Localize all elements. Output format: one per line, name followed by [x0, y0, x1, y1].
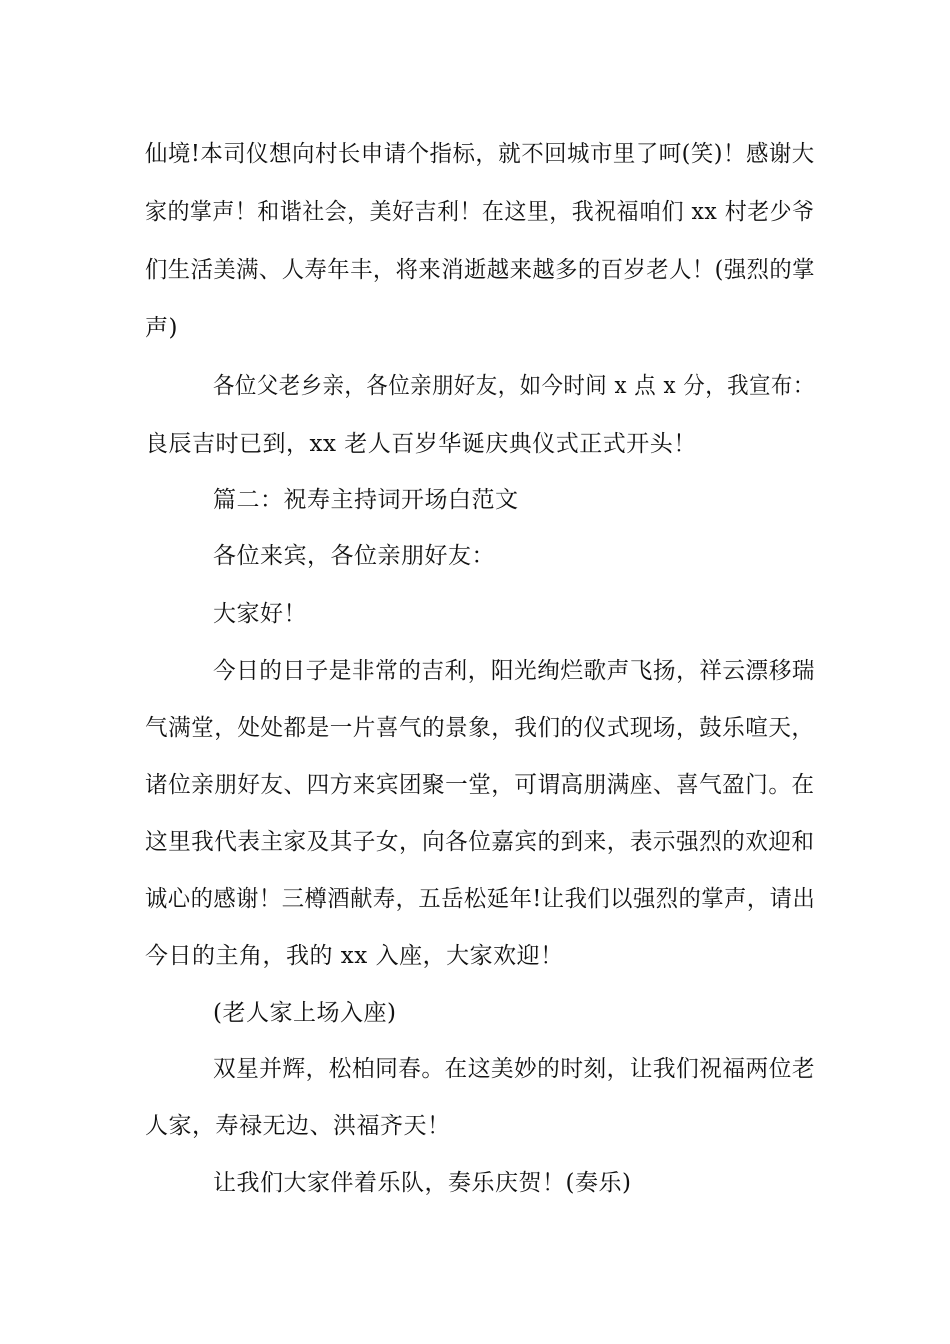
text-line: 们生活美满、人寿年丰，将来消逝越来越多的百岁老人！(强烈的掌: [145, 257, 815, 283]
text-line: 诸位亲朋好友、四方来宾团聚一堂，可谓高朋满座、喜气盈门。在: [145, 772, 815, 798]
text-line: (老人家上场入座): [213, 1000, 397, 1026]
text-line: 家的掌声！和谐社会，美好吉利！在这里，我祝福咱们 xx 村老少爷: [145, 199, 815, 225]
text-line: 声): [145, 315, 178, 341]
text-line: 人家，寿禄无边、洪福齐天！: [145, 1113, 451, 1139]
text-line: 诚心的感谢！三樽酒献寿，五岳松延年!让我们以强烈的掌声，请出: [145, 886, 816, 912]
section-heading: 篇二：祝寿主持词开场白范文: [213, 487, 519, 513]
text-line: 这里我代表主家及其子女，向各位嘉宾的到来，表示强烈的欢迎和: [145, 829, 815, 855]
text-line: 良辰吉时已到，xx 老人百岁华诞庆典仪式正式开头！: [145, 431, 697, 457]
text-line: 今日的主角，我的 xx 入座，大家欢迎！: [145, 943, 564, 969]
text-line: 仙境!本司仪想向村长申请个指标，就不回城市里了呵(笑)！感谢大: [145, 141, 815, 167]
text-line: 今日的日子是非常的吉利，阳光绚烂歌声飞扬，祥云漂移瑞: [213, 658, 816, 684]
text-line: 各位父老乡亲，各位亲朋好友，如今时间 x 点 x 分，我宣布：: [213, 373, 815, 399]
text-line: 双星并辉，松柏同春。在这美妙的时刻，让我们祝福两位老: [213, 1056, 816, 1082]
text-line: 让我们大家伴着乐队，奏乐庆贺！(奏乐): [213, 1170, 632, 1196]
text-line: 气满堂，处处都是一片喜气的景象，我们的仪式现场，鼓乐喧天，: [145, 715, 815, 741]
text-line: 大家好！: [213, 601, 307, 627]
text-line: 各位来宾，各位亲朋好友：: [213, 543, 495, 569]
